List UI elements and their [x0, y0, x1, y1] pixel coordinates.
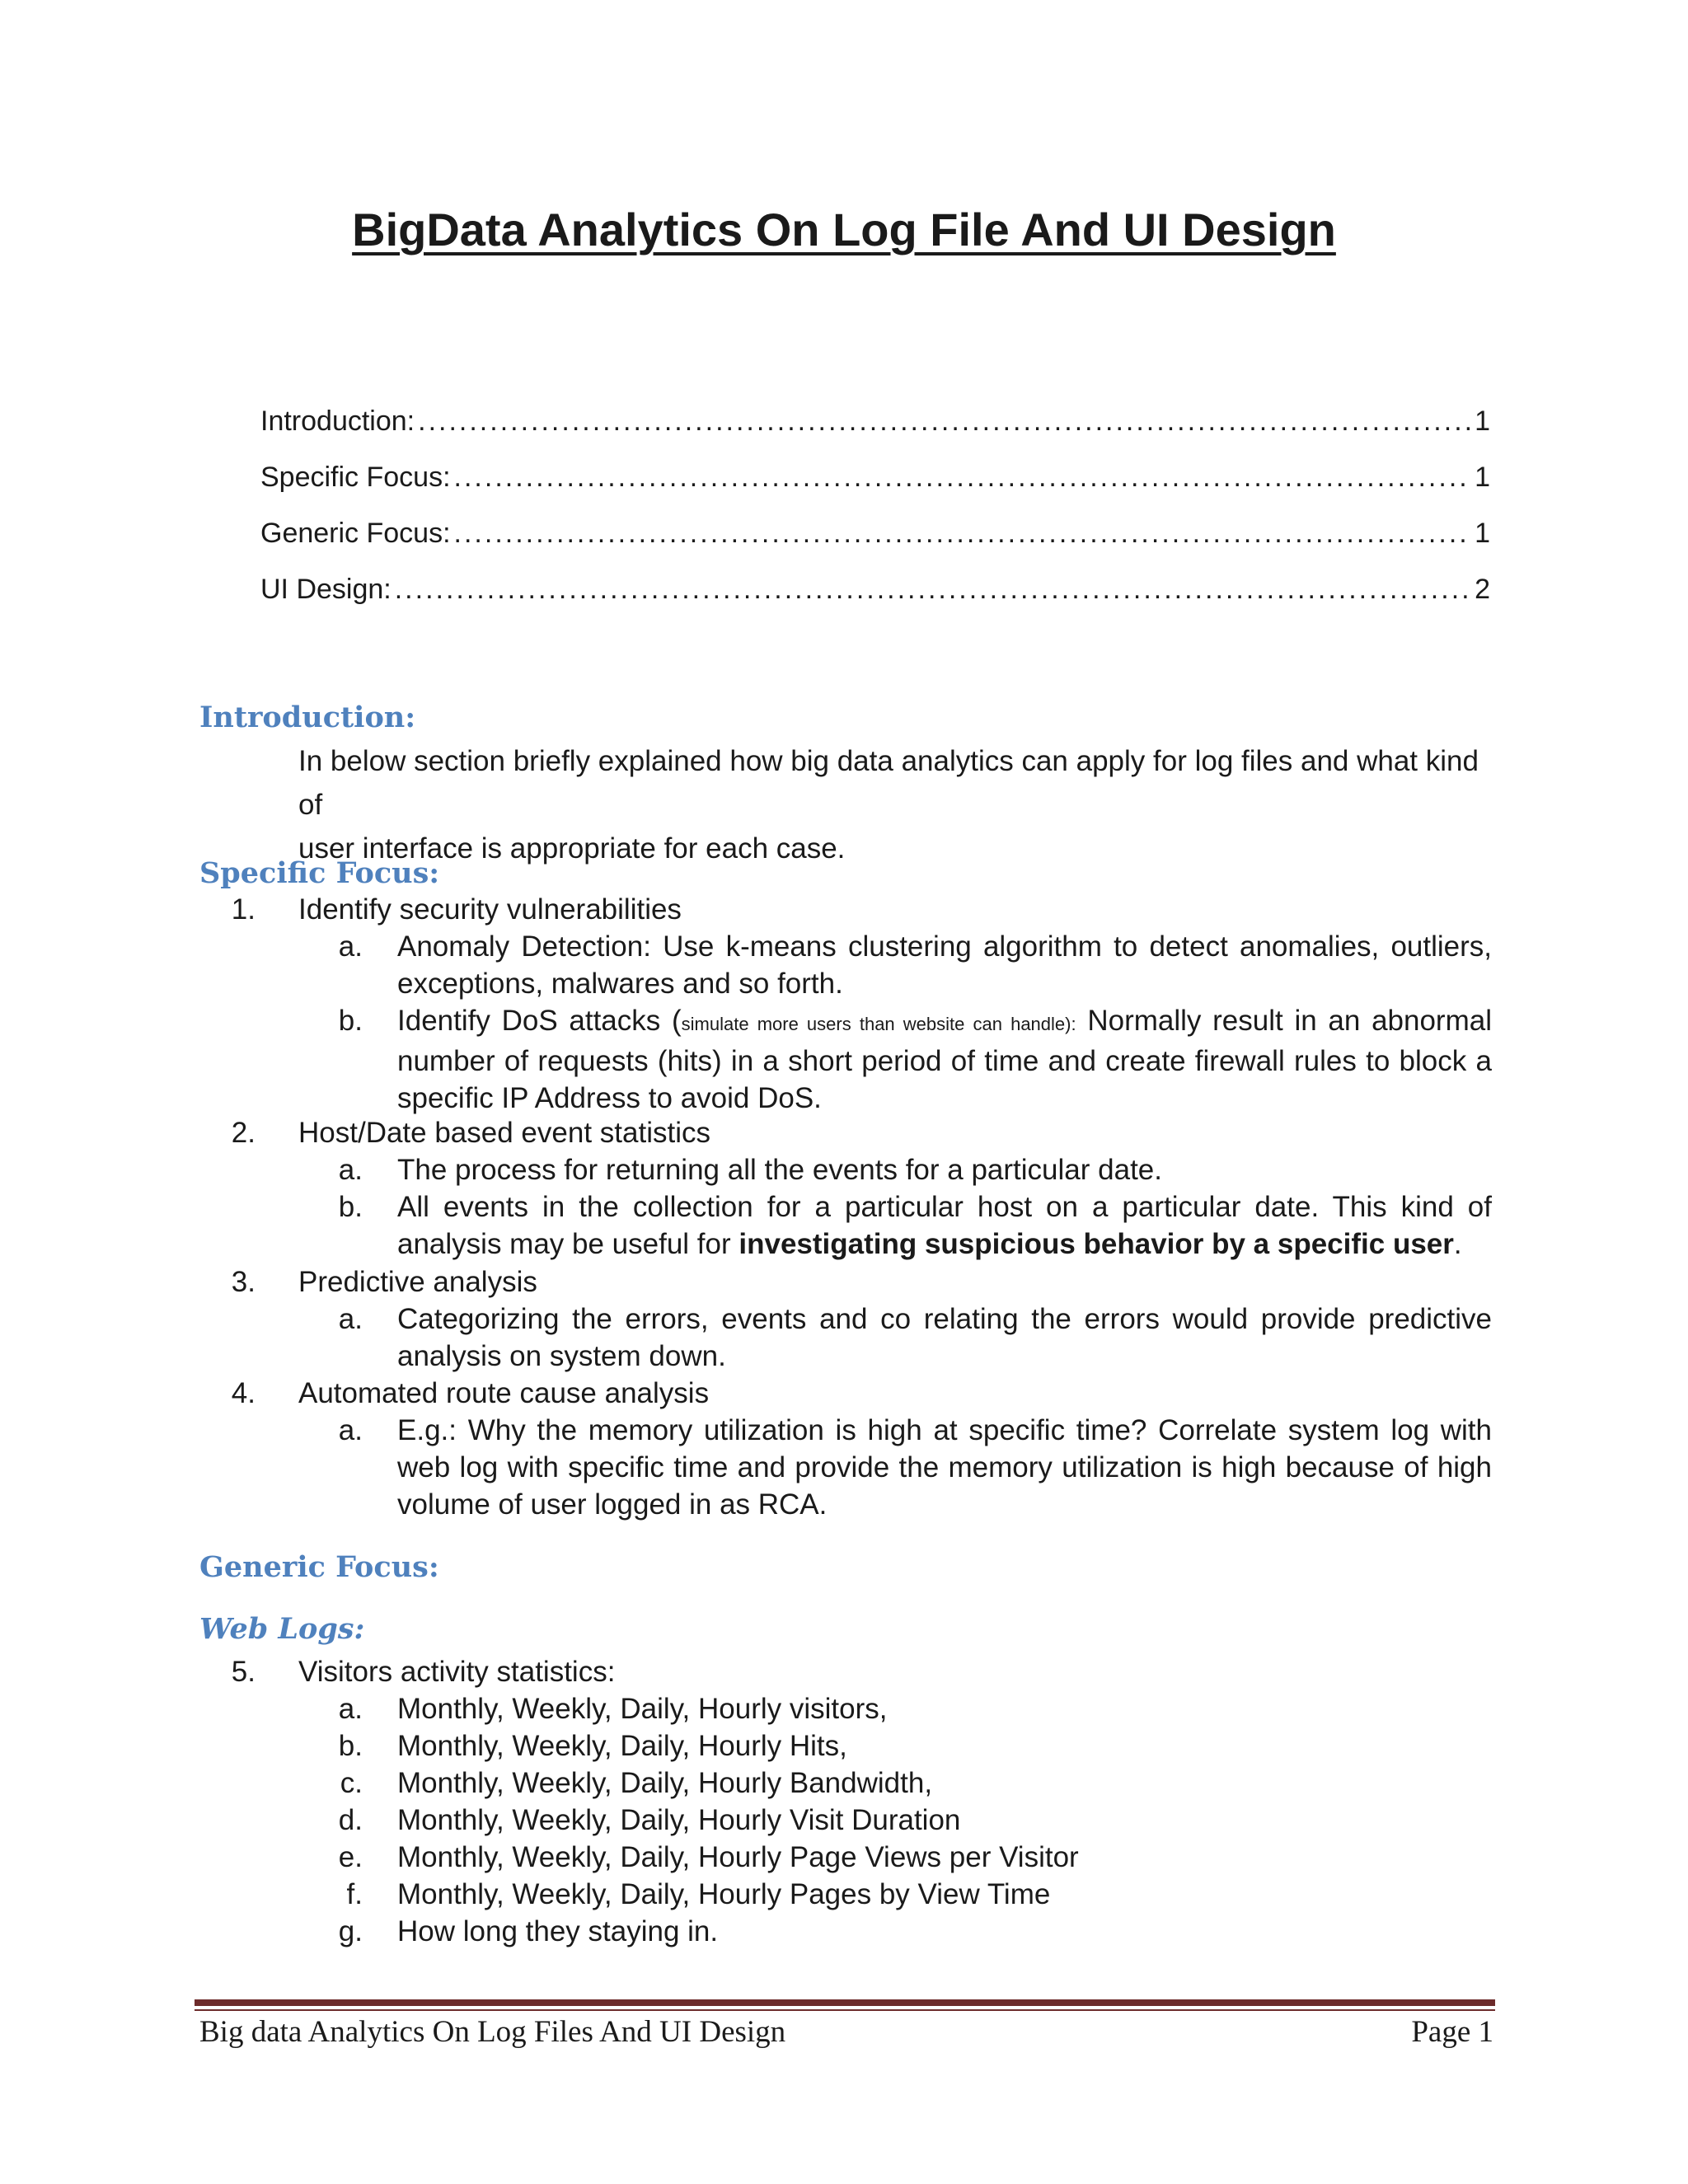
list-text: [397, 1188, 1492, 1263]
toc-entry-specific-focus[interactable]: [260, 462, 1490, 518]
list-letter: a.: [338, 1154, 363, 1186]
list-text-small: simulate more users than website can handle):: [681, 1014, 1076, 1034]
list-text: Monthly, Weekly, Daily, Hourly Pages by View Time: [397, 1878, 1051, 1910]
subheading-web-logs: Web Logs:: [199, 1612, 365, 1646]
toc-page: 1: [1475, 405, 1490, 437]
toc-label: Introduction:: [260, 405, 415, 437]
heading-specific-focus: Specific Focus:: [199, 856, 440, 890]
list-text: Anomaly Detection: Use k-means clustering algorithm to detect anomalies, outliers, exceptions, malwares and so forth.: [397, 930, 1492, 1000]
toc-label: Generic Focus:: [260, 518, 451, 549]
list-text: E.g.: Why the memory utilization is high at specific time? Correlate system log with web log with specific time and provide the memory utilization is high because of high volume of user logged in as RCA.: [397, 1414, 1492, 1521]
toc-entry-ui-design[interactable]: [260, 574, 1490, 630]
toc-leader: [454, 462, 1472, 494]
list-text: Automated route cause analysis: [298, 1377, 710, 1409]
list-text-part: .: [1453, 1228, 1462, 1260]
list-text-bold: investigating suspicious behavior by a specific user: [738, 1228, 1454, 1260]
list-text: Categorizing the errors, events and co relating the errors would provide predictive analysis on system down.: [397, 1303, 1492, 1372]
list-number: 5.: [231, 1656, 256, 1688]
table-of-contents: [260, 405, 1490, 630]
list-letter: a.: [338, 930, 363, 963]
list-text: How long they staying in.: [397, 1915, 719, 1947]
toc-leader: [418, 405, 1471, 438]
toc-page: 1: [1475, 518, 1490, 549]
list-text-part: Normally result in an abnormal number of requests (hits) in a short period of time and create firewall rules to block a specific IP Address to avoid DoS.: [397, 1005, 1492, 1114]
footer-rule: [195, 1999, 1495, 2006]
document-title: BigData Analytics On Log File And UI Design: [352, 204, 1336, 255]
toc-entry-generic-focus[interactable]: [260, 518, 1490, 574]
list-letter: g.: [338, 1915, 363, 1947]
toc-label: UI Design:: [260, 574, 392, 605]
list-letter: c.: [340, 1767, 363, 1799]
heading-generic-focus: Generic Focus:: [199, 1550, 439, 1584]
toc-page: 2: [1475, 574, 1490, 605]
list-number: 3.: [231, 1266, 256, 1298]
list-letter: a.: [338, 1693, 363, 1725]
list-number: 4.: [231, 1377, 256, 1409]
list-text-part: Identify DoS attacks (: [397, 1005, 682, 1037]
toc-page: 1: [1475, 462, 1490, 493]
list-text: Monthly, Weekly, Daily, Hourly Visit Duration: [397, 1804, 961, 1836]
list-text: [397, 1002, 1492, 1117]
toc-leader: [454, 518, 1472, 550]
list-number: 1.: [231, 893, 256, 926]
heading-introduction: Introduction:: [199, 701, 416, 734]
list-text: Monthly, Weekly, Daily, Hourly Bandwidth,: [397, 1767, 933, 1799]
list-letter: b.: [338, 1730, 363, 1762]
list-text: Host/Date based event statistics: [298, 1117, 710, 1149]
list-letter: a.: [338, 1414, 363, 1446]
list-letter: a.: [338, 1303, 363, 1335]
list-text: Visitors activity statistics:: [298, 1656, 616, 1688]
introduction-text: [298, 739, 1492, 870]
list-text: Monthly, Weekly, Daily, Hourly Page Views per Visitor: [397, 1841, 1079, 1873]
list-letter: b.: [338, 1005, 363, 1037]
toc-entry-introduction[interactable]: [260, 405, 1490, 462]
list-letter: f.: [346, 1878, 363, 1910]
list-text: Predictive analysis: [298, 1266, 537, 1298]
list-text: Identify security vulnerabilities: [298, 893, 682, 926]
list-text: Monthly, Weekly, Daily, Hourly visitors,: [397, 1693, 888, 1725]
introduction-line-2: user interface is appropriate for each case.: [298, 832, 846, 865]
footer-title: Big data Analytics On Log Files And UI Design: [199, 2015, 786, 2049]
list-letter: d.: [338, 1804, 363, 1836]
list-number: 2.: [231, 1117, 256, 1149]
footer-rule-thin: [195, 2009, 1495, 2011]
introduction-line-1: In below section briefly explained how big data analytics can apply for log files and what kind of: [298, 745, 1479, 821]
footer-page-number: Page 1: [1411, 2015, 1493, 2049]
list-letter: b.: [338, 1191, 363, 1223]
toc-leader: [395, 574, 1471, 606]
list-text: The process for returning all the events for a particular date.: [397, 1154, 1162, 1186]
list-text: Monthly, Weekly, Daily, Hourly Hits,: [397, 1730, 847, 1762]
list-letter: e.: [338, 1841, 363, 1873]
toc-label: Specific Focus:: [260, 462, 451, 493]
list-text-part: All events in the collection for a particular host on a particular date. This kind of analysis may be useful for: [397, 1191, 1492, 1260]
